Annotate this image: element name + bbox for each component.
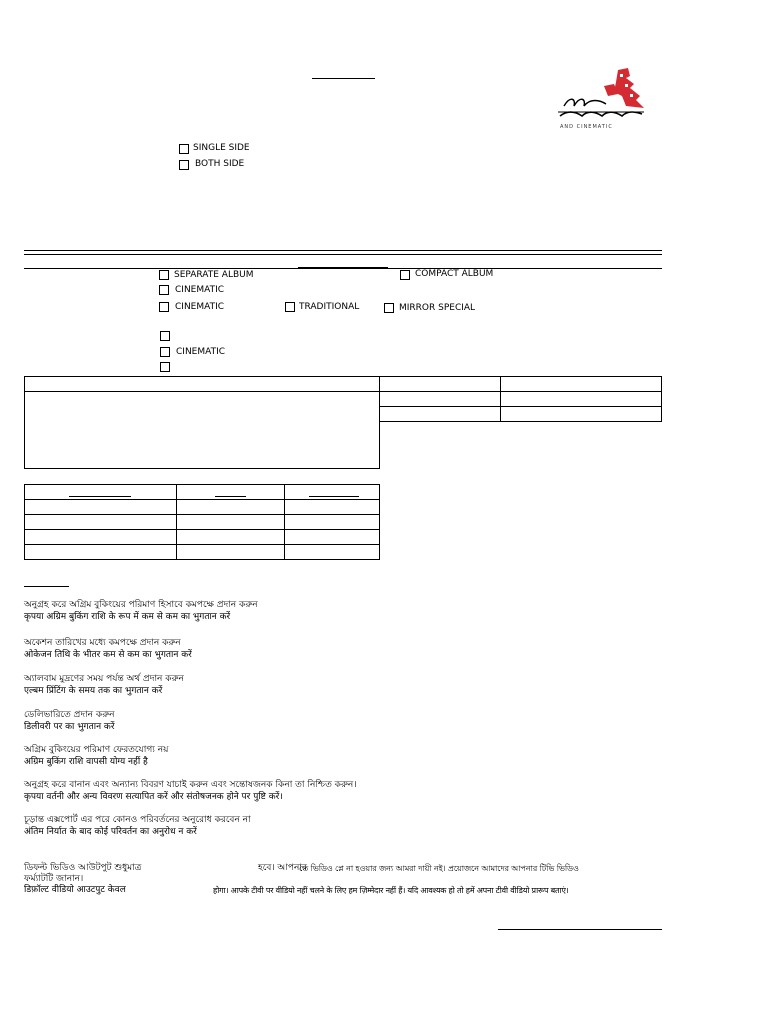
term-album-hi: एल्बम प्रिंटिंग के समय तक का भुगतान करें [24, 686, 163, 696]
payment-cell [25, 515, 177, 530]
term-delivery-hi: डिलीवरी पर का भुगतान करें [24, 722, 115, 732]
term-function-hi: ओकेजन तिथि के भीतर कम से कम का भुगतान करें [24, 650, 192, 660]
details-box-body [25, 392, 380, 469]
section-heading-underline [298, 267, 388, 268]
cinematic-checkbox-3[interactable] [160, 347, 170, 357]
section-rule-2 [24, 254, 662, 255]
payment-cell [25, 530, 177, 545]
term-album-bn: অ্যালবাম মুদ্রণের সময় পর্যন্ত অর্থ প্রদান করুন [24, 674, 184, 684]
cinematic-checkbox-1[interactable] [159, 285, 169, 295]
term-function-bn: অকেশন তারিখের মধ্যে কমপক্ষে প্রদান করুন [24, 638, 181, 648]
payment-cell [285, 545, 380, 560]
term-final-bn: চূড়ান্ত এক্সপোর্ট এর পরে কোনও পরিবর্তনের অনুরোধ করবেন না [24, 815, 251, 825]
traditional-checkbox[interactable] [285, 302, 295, 312]
cinematic-label-2: CINEMATIC [175, 302, 225, 312]
brand-logo [556, 66, 648, 134]
amount-cell [380, 377, 501, 392]
signature-line [498, 929, 662, 930]
cinematic-label-1: CINEMATIC [175, 285, 225, 295]
compact-album-label: COMPACT ALBUM [415, 269, 494, 279]
payment-cell [25, 545, 177, 560]
header-underline [215, 496, 246, 497]
payment-cell [285, 530, 380, 545]
term-video-hi-a: डिफ़ॉल्ट वीडियो आउटपुट केवल [24, 885, 126, 895]
single-side-label: SINGLE SIDE [193, 143, 250, 153]
payment-header-cell [25, 485, 177, 500]
payment-cell [177, 500, 285, 515]
amount-cell [501, 407, 662, 422]
term-refund-hi: अग्रिम बुकिंग राशि वापसी योग्य नहीं है [24, 757, 148, 767]
terms-heading-underline [24, 586, 69, 587]
mirror-special-label: MIRROR SPECIAL [399, 303, 476, 313]
section-rule-1 [24, 250, 662, 251]
logo-tagline: AND CINEMATIC [560, 124, 613, 130]
title-underline [312, 78, 375, 79]
payment-cell [285, 500, 380, 515]
term-advance-hi: कृपया अग्रिम बुकिंग राशि के रूप में कम से कम का भुगतान करें [24, 612, 231, 622]
cinematic-label-3: CINEMATIC [176, 347, 226, 357]
header-underline [309, 496, 359, 497]
term-video-bn-c: তে ভিডিও প্লে না হওয়ার জন্য আমরা দায়ী নই। প্রয়োজনে আমাদের আপনার টিভি ভিডিও [299, 864, 579, 873]
cinematic-checkbox-2[interactable] [159, 302, 169, 312]
term-refund-bn: অগ্রিম বুকিংয়ের পরিমাণ ফেরতযোগ্য নয় [24, 745, 169, 755]
term-delivery-bn: ডেলিভারিতে প্রদান করুন [24, 710, 115, 720]
term-video-bn-b: হবে। আপনার [258, 863, 307, 873]
term-video-bn-a: ডিফল্ট ভিডিও আউটপুট শুধুমাত্র [24, 863, 142, 873]
single-side-checkbox[interactable] [179, 144, 189, 154]
amount-cell [380, 407, 501, 422]
term-verify-hi: कृपया वर्तनी और अन्य विवरण सत्यापित करें और संतोषजनक होने पर पुष्टि करें। [24, 792, 283, 802]
amount-cell [380, 392, 501, 407]
payment-table [24, 484, 380, 560]
amount-table [379, 376, 662, 422]
separate-album-checkbox[interactable] [159, 270, 169, 280]
term-video-hi-b: होगा। आपके टीवी पर वीडियो नहीं चलने के लिए हम ज़िम्मेदार नहीं हैं। यदि आवश्यक हो तो हमें अपना टीवी वीडियो प्रारूप बताएं। [213, 886, 569, 895]
payment-cell [177, 545, 285, 560]
both-side-label: BOTH SIDE [195, 159, 245, 169]
payment-cell [177, 530, 285, 545]
traditional-label: TRADITIONAL [299, 302, 360, 312]
term-advance-bn: অনুগ্রহ করে অগ্রিম বুকিংয়ের পরিমাণ হিসাবে কমপক্ষে প্রদান করুন [24, 600, 258, 610]
header-underline [69, 496, 131, 497]
payment-header-cell [285, 485, 380, 500]
amount-cell [501, 392, 662, 407]
term-final-hi: अंतिम निर्यात के बाद कोई परिवर्तन का अनुरोध न करें [24, 827, 197, 837]
option-checkbox-b[interactable] [160, 362, 170, 372]
payment-header-cell [177, 485, 285, 500]
term-video-bn-d: ফর্ম্যাটটি জানান। [24, 874, 84, 884]
payment-cell [285, 515, 380, 530]
payment-cell [25, 500, 177, 515]
details-box-header [25, 377, 380, 392]
amount-cell [501, 377, 662, 392]
compact-album-checkbox[interactable] [400, 270, 410, 280]
payment-cell [177, 515, 285, 530]
both-side-checkbox[interactable] [179, 160, 189, 170]
section-rule-3 [24, 268, 662, 269]
separate-album-label: SEPARATE ALBUM [174, 270, 254, 280]
mirror-special-checkbox[interactable] [384, 303, 394, 313]
details-box [24, 376, 380, 469]
option-checkbox-a[interactable] [160, 331, 170, 341]
term-verify-bn: অনুগ্রহ করে বানান এবং অন্যান্য বিবরণ যাচাই করুন এবং সন্তোষজনক কিনা তা নিশ্চিত করুন। [24, 780, 357, 790]
